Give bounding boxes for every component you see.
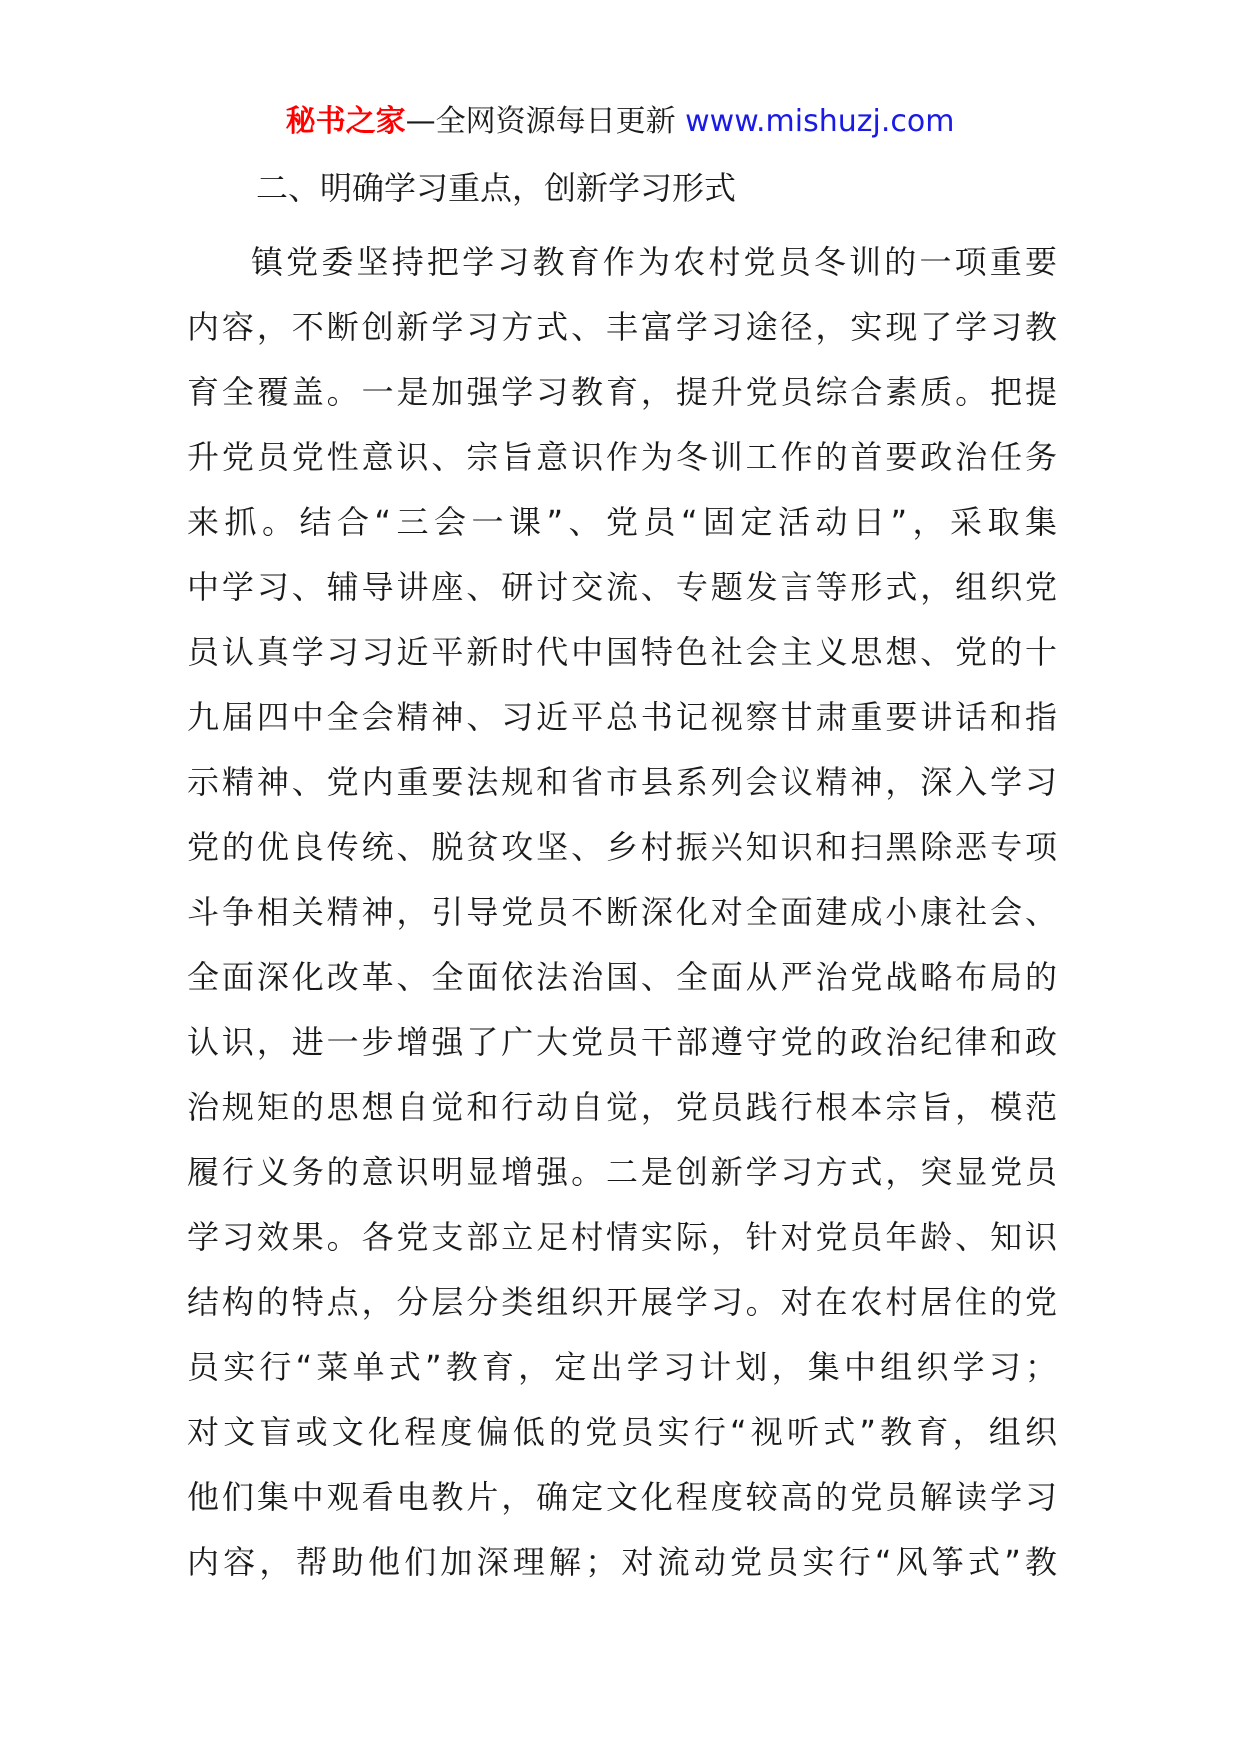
text-line: 内容，帮助他们加深理解；对流动党员实行“风筝式”教 <box>187 1543 1057 1581</box>
text-line: 对文盲或文化程度偏低的党员实行“视听式”教育，组织 <box>187 1413 1057 1451</box>
section-heading: 二、明确学习重点，创新学习形式 <box>256 169 737 207</box>
text-line: 育全覆盖。一是加强学习教育，提升党员综合素质。把提 <box>187 373 1057 411</box>
text-line: 党的优良传统、脱贫攻坚、乡村振兴知识和扫黑除恶专项 <box>187 828 1057 866</box>
body-paragraph <box>187 230 1057 1595</box>
text-line: 内容，不断创新学习方式、丰富学习途径，实现了学习教 <box>187 308 1057 346</box>
site-url-link[interactable]: www.mishuzj.com <box>685 104 955 139</box>
text-line: 员实行“菜单式”教育，定出学习计划，集中组织学习； <box>187 1348 1057 1386</box>
text-line: 治规矩的思想自觉和行动自觉，党员践行根本宗旨，模范 <box>187 1088 1057 1126</box>
text-line: 升党员党性意识、宗旨意识作为冬训工作的首要政治任务 <box>187 438 1057 476</box>
text-line: 来抓。结合“三会一课”、党员“固定活动日”，采取集 <box>187 503 1057 541</box>
text-line: 斗争相关精神，引导党员不断深化对全面建成小康社会、 <box>187 893 1057 931</box>
text-line: 镇党委坚持把学习教育作为农村党员冬训的一项重要 <box>251 243 1057 281</box>
text-line: 示精神、党内重要法规和省市县系列会议精神，深入学习 <box>187 763 1057 801</box>
text-line: 中学习、辅导讲座、研讨交流、专题发言等形式，组织党 <box>187 568 1057 606</box>
text-line: 认识，进一步增强了广大党员干部遵守党的政治纪律和政 <box>187 1023 1057 1061</box>
text-line: 结构的特点，分层分类组织开展学习。对在农村居住的党 <box>187 1283 1057 1321</box>
site-header <box>0 100 1240 144</box>
text-line: 学习效果。各党支部立足村情实际，针对党员年龄、知识 <box>187 1218 1057 1256</box>
text-line: 员认真学习习近平新时代中国特色社会主义思想、党的十 <box>187 633 1057 671</box>
text-line: 履行义务的意识明显增强。二是创新学习方式，突显党员 <box>187 1153 1057 1191</box>
text-line: 全面深化改革、全面依法治国、全面从严治党战略布局的 <box>187 958 1057 996</box>
text-line: 他们集中观看电教片，确定文化程度较高的党员解读学习 <box>187 1478 1057 1516</box>
brand-name: 秘书之家 <box>285 104 406 139</box>
header-tagline: —全网资源每日更新 <box>405 104 686 139</box>
text-line: 九届四中全会精神、习近平总书记视察甘肃重要讲话和指 <box>187 698 1057 736</box>
